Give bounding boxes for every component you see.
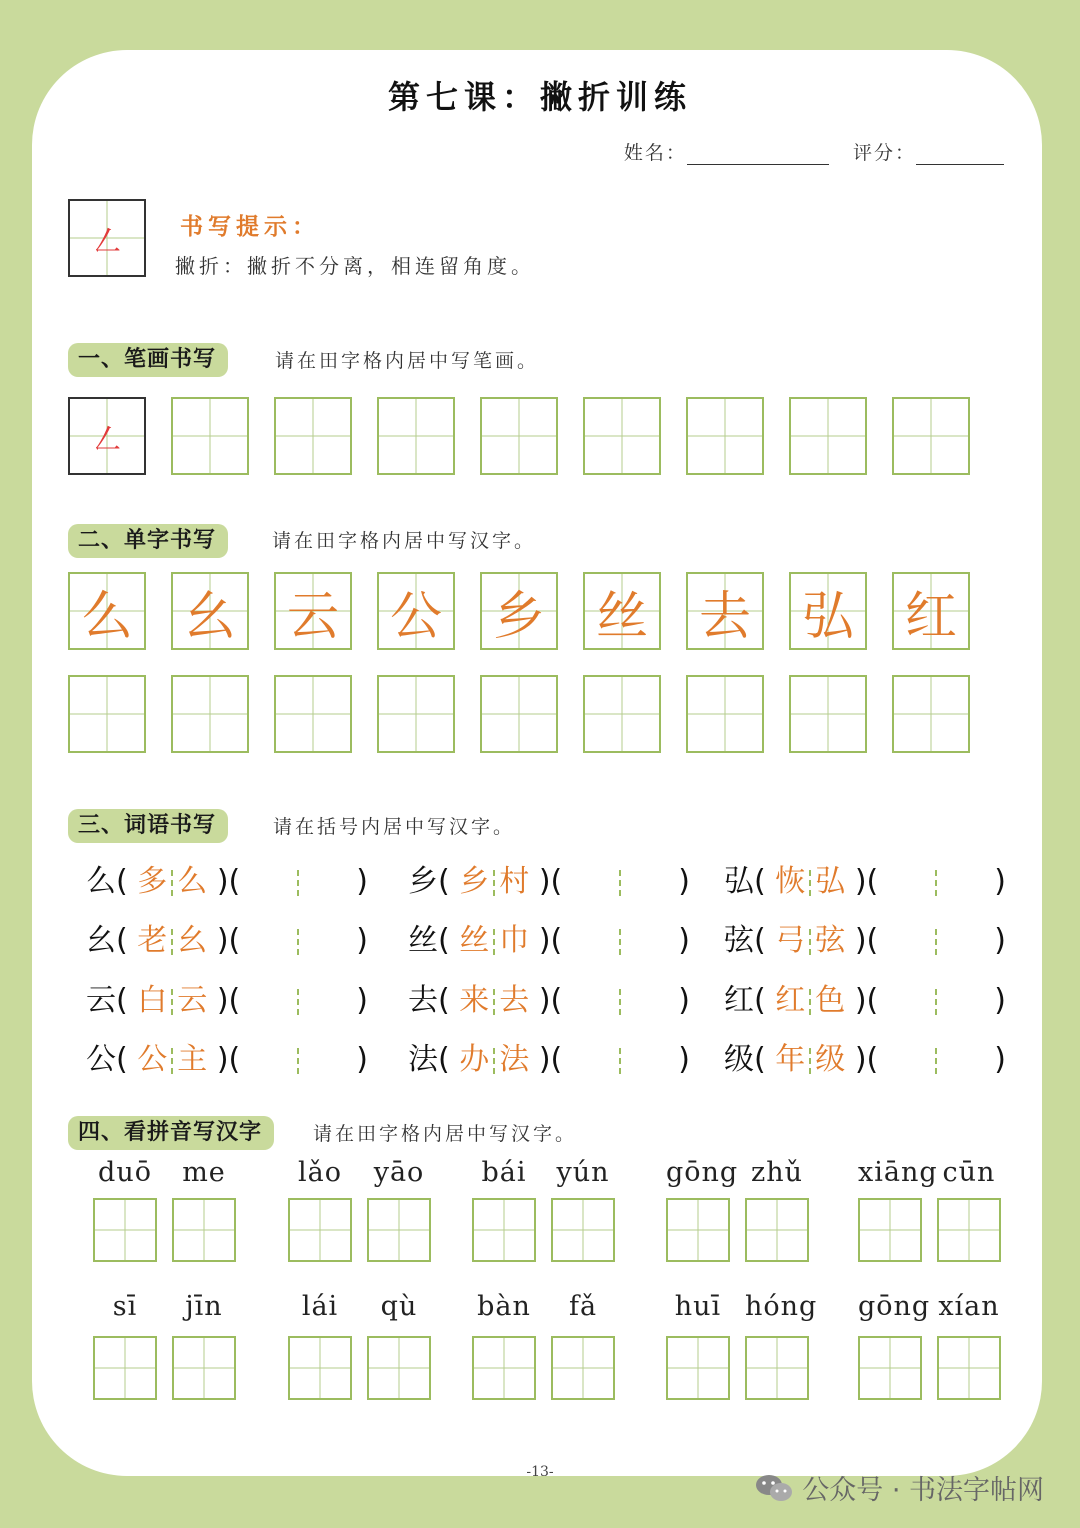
pinyin-label: cūn xyxy=(942,1157,996,1188)
stroke-glyph: ㇜ xyxy=(90,221,124,262)
pinyin-answer-box[interactable] xyxy=(666,1198,730,1262)
stroke-practice-box[interactable] xyxy=(686,397,764,475)
pinyin-answer-box[interactable] xyxy=(367,1336,431,1400)
word-item xyxy=(724,975,1006,1019)
model-char: 弘 xyxy=(801,586,854,647)
pinyin-answer-box[interactable] xyxy=(288,1198,352,1262)
blank-pair[interactable] xyxy=(240,864,356,899)
paren: ( xyxy=(754,1042,766,1077)
divider xyxy=(493,1048,495,1074)
paren: ) xyxy=(994,983,1006,1018)
pinyin-label: gōng xyxy=(858,1291,931,1322)
stroke-practice-box[interactable] xyxy=(789,397,867,475)
word-head-char: 弘 xyxy=(724,864,754,899)
pinyin-answer-box[interactable] xyxy=(937,1198,1001,1262)
word-char-a: 乡 xyxy=(459,864,490,899)
paren: ( xyxy=(116,983,128,1018)
paren: ( xyxy=(116,1042,128,1077)
pinyin-answer-box[interactable] xyxy=(858,1336,922,1400)
score-label: 评分： xyxy=(852,142,916,164)
paren: ) xyxy=(356,983,368,1018)
word-char-a: 丝 xyxy=(459,923,490,958)
char-practice-box[interactable] xyxy=(686,675,764,753)
stroke-practice-box[interactable] xyxy=(274,397,352,475)
paren: ) xyxy=(356,1042,368,1077)
pinyin-label: me xyxy=(182,1157,226,1188)
divider xyxy=(297,929,299,955)
word-head-char: 云 xyxy=(86,983,116,1018)
pinyin-label: lǎo xyxy=(298,1157,342,1188)
pinyin-answer-box[interactable] xyxy=(858,1198,922,1262)
divider xyxy=(809,870,811,896)
watermark-text: 公众号 · 书法字帖网 xyxy=(802,1475,1044,1506)
word-item xyxy=(408,856,690,900)
char-practice-box[interactable] xyxy=(377,675,455,753)
paren: ) xyxy=(678,864,690,899)
char-practice-box[interactable] xyxy=(274,675,352,753)
word-head-char: 弦 xyxy=(724,923,754,958)
paren: )( xyxy=(538,923,563,958)
pinyin-answer-box[interactable] xyxy=(93,1336,157,1400)
divider xyxy=(619,1048,621,1074)
wechat-icon xyxy=(754,1473,794,1503)
blank-pair[interactable] xyxy=(878,1042,994,1077)
pinyin-label: bái xyxy=(481,1157,527,1188)
pinyin-label: bàn xyxy=(477,1291,531,1322)
page-number: -13- xyxy=(526,1464,554,1480)
word-item xyxy=(724,856,1006,900)
divider xyxy=(297,870,299,896)
word-char-b: 主 xyxy=(177,1042,208,1077)
word-head-char: 乡 xyxy=(408,864,438,899)
pinyin-label: xiāng xyxy=(858,1157,938,1188)
word-char-b: 级 xyxy=(815,1042,846,1077)
word-item xyxy=(408,1034,690,1078)
pinyin-label: hóng xyxy=(745,1291,818,1322)
pinyin-answer-box[interactable] xyxy=(288,1336,352,1400)
char-model-box xyxy=(377,572,455,650)
char-practice-box[interactable] xyxy=(480,675,558,753)
paren: ) xyxy=(356,864,368,899)
section-2-label: 二、单字书写 xyxy=(68,524,228,558)
paren: )( xyxy=(538,1042,563,1077)
pinyin-answer-box[interactable] xyxy=(367,1198,431,1262)
hint-stroke-box xyxy=(68,199,146,277)
stroke-practice-box[interactable] xyxy=(583,397,661,475)
pinyin-label: yún xyxy=(556,1157,610,1188)
blank-pair[interactable] xyxy=(240,1042,356,1077)
divider xyxy=(171,1048,173,1074)
stroke-glyph: ㇜ xyxy=(90,419,124,460)
char-practice-box[interactable] xyxy=(583,675,661,753)
paren: ( xyxy=(438,983,450,1018)
pinyin-answer-box[interactable] xyxy=(937,1336,1001,1400)
word-item xyxy=(86,915,368,959)
paren: ) xyxy=(678,1042,690,1077)
pinyin-answer-box[interactable] xyxy=(172,1198,236,1262)
paren: )( xyxy=(538,983,563,1018)
blank-pair[interactable] xyxy=(240,923,356,958)
pinyin-label: qù xyxy=(380,1291,418,1322)
word-head-char: 么 xyxy=(86,864,116,899)
word-char-b: 去 xyxy=(499,983,530,1018)
divider xyxy=(171,870,173,896)
pinyin-label: fǎ xyxy=(568,1291,598,1322)
word-char-b: 巾 xyxy=(499,923,530,958)
stroke-model-box xyxy=(68,397,146,475)
divider xyxy=(935,989,937,1015)
pinyin-answer-box[interactable] xyxy=(93,1198,157,1262)
stroke-practice-box[interactable] xyxy=(480,397,558,475)
word-char-b: 色 xyxy=(815,983,846,1018)
name-blank[interactable] xyxy=(687,144,829,165)
stroke-practice-box[interactable] xyxy=(377,397,455,475)
paren: ) xyxy=(994,923,1006,958)
divider xyxy=(935,929,937,955)
paren: )( xyxy=(854,923,879,958)
hint-body: 撇折：撇折不分离，相连留角度。 xyxy=(175,254,535,278)
paren: ( xyxy=(438,1042,450,1077)
char-model-box xyxy=(686,572,764,650)
divider xyxy=(171,929,173,955)
pinyin-label: gōng xyxy=(666,1157,739,1188)
word-char-a: 红 xyxy=(775,983,806,1018)
char-practice-box[interactable] xyxy=(892,675,970,753)
pinyin-label: lái xyxy=(301,1291,339,1322)
pinyin-answer-box[interactable] xyxy=(551,1198,615,1262)
divider xyxy=(171,989,173,1015)
name-score-bar xyxy=(624,138,1004,165)
pinyin-label: jīn xyxy=(185,1291,223,1322)
word-char-b: 村 xyxy=(499,864,530,899)
paren: ) xyxy=(994,1042,1006,1077)
hint-title: 书写提示： xyxy=(180,214,320,240)
name-label: 姓名： xyxy=(623,142,687,164)
pinyin-label: huī xyxy=(674,1291,722,1322)
pinyin-label: sī xyxy=(112,1291,138,1322)
divider xyxy=(809,989,811,1015)
word-item xyxy=(724,915,1006,959)
char-model-box xyxy=(583,572,661,650)
blank-pair[interactable] xyxy=(878,983,994,1018)
word-head-char: 级 xyxy=(724,1042,754,1077)
divider xyxy=(297,1048,299,1074)
paren: ) xyxy=(994,864,1006,899)
word-item xyxy=(86,975,368,1019)
pinyin-answer-box[interactable] xyxy=(472,1198,536,1262)
paren: ( xyxy=(438,864,450,899)
paren: ) xyxy=(678,923,690,958)
stroke-practice-box[interactable] xyxy=(892,397,970,475)
word-char-a: 办 xyxy=(459,1042,490,1077)
divider xyxy=(935,1048,937,1074)
model-char: 去 xyxy=(698,586,751,647)
pinyin-answer-box[interactable] xyxy=(745,1198,809,1262)
model-char: 云 xyxy=(286,586,339,647)
paren: ( xyxy=(438,923,450,958)
model-char: 乡 xyxy=(492,586,545,647)
word-char-a: 白 xyxy=(137,983,168,1018)
section-3-instruction: 请在括号内居中写汉字。 xyxy=(273,816,516,838)
char-model-box xyxy=(480,572,558,650)
stroke-practice-box[interactable] xyxy=(171,397,249,475)
divider xyxy=(619,989,621,1015)
paren: )( xyxy=(216,1042,241,1077)
word-char-b: 么 xyxy=(177,864,208,899)
divider xyxy=(493,870,495,896)
word-item xyxy=(408,975,690,1019)
pinyin-label: xían xyxy=(938,1291,1000,1322)
paren: ( xyxy=(754,983,766,1018)
paren: )( xyxy=(854,1042,879,1077)
word-char-a: 老 xyxy=(137,923,168,958)
paren: ) xyxy=(678,983,690,1018)
blank-pair[interactable] xyxy=(562,864,678,899)
divider xyxy=(493,929,495,955)
model-char: 幺 xyxy=(183,586,236,647)
divider xyxy=(619,870,621,896)
score-blank[interactable] xyxy=(916,144,1004,165)
paren: )( xyxy=(854,864,879,899)
section-1-label: 一、笔画书写 xyxy=(68,343,228,377)
paren: )( xyxy=(538,864,563,899)
paren: )( xyxy=(216,923,241,958)
paren: )( xyxy=(216,983,241,1018)
divider xyxy=(619,929,621,955)
word-head-char: 红 xyxy=(724,983,754,1018)
word-item xyxy=(408,915,690,959)
word-head-char: 公 xyxy=(86,1042,116,1077)
blank-pair[interactable] xyxy=(240,983,356,1018)
pinyin-answer-box[interactable] xyxy=(472,1336,536,1400)
paren: ( xyxy=(754,864,766,899)
section-2-instruction: 请在田字格内居中写汉字。 xyxy=(272,530,537,552)
char-practice-box[interactable] xyxy=(171,675,249,753)
section-1-instruction: 请在田字格内居中写笔画。 xyxy=(275,350,540,372)
word-char-b: 云 xyxy=(177,983,208,1018)
paren: )( xyxy=(854,983,879,1018)
paren: ) xyxy=(356,923,368,958)
divider xyxy=(809,929,811,955)
word-char-a: 来 xyxy=(459,983,490,1018)
blank-pair[interactable] xyxy=(562,983,678,1018)
word-char-a: 多 xyxy=(137,864,168,899)
word-char-a: 恢 xyxy=(775,864,806,899)
char-model-box xyxy=(274,572,352,650)
blank-pair[interactable] xyxy=(562,1042,678,1077)
divider xyxy=(809,1048,811,1074)
blank-pair[interactable] xyxy=(878,923,994,958)
divider xyxy=(297,989,299,1015)
word-head-char: 法 xyxy=(408,1042,438,1077)
section-3-label: 三、词语书写 xyxy=(68,809,228,843)
paren: ( xyxy=(116,923,128,958)
word-head-char: 丝 xyxy=(408,923,438,958)
paren: )( xyxy=(216,864,241,899)
word-item xyxy=(86,856,368,900)
word-item xyxy=(724,1034,1006,1078)
word-char-b: 幺 xyxy=(177,923,208,958)
pinyin-answer-box[interactable] xyxy=(551,1336,615,1400)
blank-pair[interactable] xyxy=(878,864,994,899)
pinyin-label: duō xyxy=(98,1157,152,1188)
pinyin-answer-box[interactable] xyxy=(745,1336,809,1400)
word-char-b: 弘 xyxy=(815,864,846,899)
word-char-b: 法 xyxy=(499,1042,530,1077)
char-practice-box[interactable] xyxy=(68,675,146,753)
model-char: 公 xyxy=(389,586,442,647)
word-item xyxy=(86,1034,368,1078)
page-title: 第七课：撇折训练 xyxy=(387,78,692,116)
word-char-a: 年 xyxy=(775,1042,806,1077)
pinyin-answer-box[interactable] xyxy=(666,1336,730,1400)
word-head-char: 去 xyxy=(408,983,438,1018)
paren: ( xyxy=(116,864,128,899)
section-4-label: 四、看拼音写汉字 xyxy=(68,1116,274,1150)
char-practice-box[interactable] xyxy=(789,675,867,753)
char-model-box xyxy=(171,572,249,650)
word-char-a: 公 xyxy=(137,1042,168,1077)
divider xyxy=(935,870,937,896)
char-model-box xyxy=(789,572,867,650)
char-model-box xyxy=(68,572,146,650)
model-char: 红 xyxy=(904,586,957,647)
pinyin-answer-box[interactable] xyxy=(172,1336,236,1400)
word-char-a: 弓 xyxy=(775,923,806,958)
model-char: 丝 xyxy=(595,586,648,647)
word-char-b: 弦 xyxy=(815,923,846,958)
blank-pair[interactable] xyxy=(562,923,678,958)
word-head-char: 幺 xyxy=(86,923,116,958)
section-4-instruction: 请在田字格内居中写汉字。 xyxy=(313,1123,578,1145)
pinyin-label: yāo xyxy=(373,1157,425,1188)
paren: ( xyxy=(754,923,766,958)
char-model-box xyxy=(892,572,970,650)
model-char: 么 xyxy=(80,586,133,647)
watermark xyxy=(754,1468,1044,1507)
divider xyxy=(493,989,495,1015)
pinyin-label: zhǔ xyxy=(750,1157,803,1188)
